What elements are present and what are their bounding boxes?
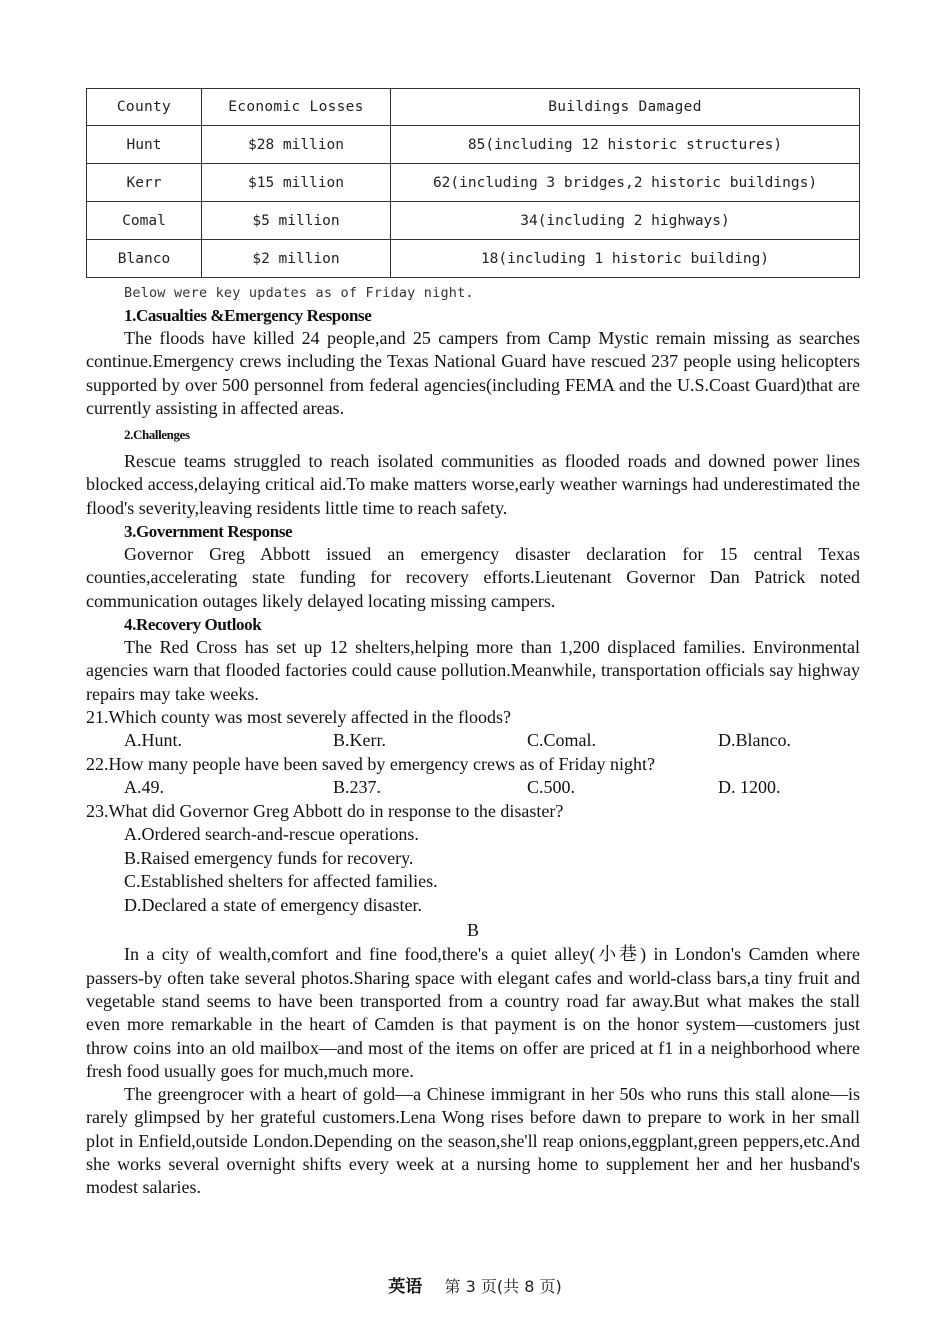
section-heading: 4.Recovery Outlook (124, 614, 262, 634)
cell-county: Blanco (87, 240, 202, 278)
cell-buildings: 34(including 2 highways) (391, 202, 860, 240)
passage-paragraph: In a city of wealth,comfort and fine food,there's a quiet alley(小巷) in London's Camden where passers-by often take several photos.Sharing space with elegant cafes and world-class bars,a tiny fruit and vegetable stand seems to have been transported from a country road far away.But what makes the stall even more remarkable in the heart of Camden is that payment is on the honor system—customers just throw coins into an old mailbox—and most of the items on offer are priced at f1 in a neighborhood where fresh food usually goes for much,much more. (86, 944, 860, 1081)
cell-losses: $5 million (202, 202, 391, 240)
option-b: B.Kerr. (333, 730, 386, 751)
question-stem: 21.Which county was most severely affected in the floods? (86, 706, 512, 727)
section-body: The Red Cross has set up 12 shelters,helping more than 1,200 displaced families. Environmental agencies warn that flooded factories could cause pollution.Meanwhile, transportation officials say highway repairs may take weeks. (86, 636, 860, 704)
questions (86, 706, 860, 918)
option-c: C.Comal. (527, 730, 597, 751)
flood-losses-table (86, 88, 860, 278)
intro-note: Below were key updates as of Friday night. (124, 285, 474, 301)
option-b: B.Raised emergency funds for recovery. (124, 847, 414, 868)
cell-losses: $15 million (202, 164, 391, 202)
option-d: D.Blanco. (718, 730, 791, 751)
exam-page (86, 88, 860, 1200)
table-row (87, 164, 860, 202)
cell-county: Kerr (87, 164, 202, 202)
cell-buildings: 62(including 3 bridges,2 historic buildings) (391, 164, 860, 202)
cell-buildings: 18(including 1 historic building) (391, 240, 860, 278)
option-d: D.Declared a state of emergency disaster. (124, 894, 423, 915)
question-options (124, 776, 860, 800)
section-body: The floods have killed 24 people,and 25 campers from Camp Mystic remain missing as searches continue.Emergency crews including the Texas National Guard have rescued 237 people using helicopters supported by over 500 personnel from federal agencies(including FEMA and the U.S.Coast Guard)that are currently assisting in affected areas. (86, 328, 860, 418)
section-heading: 1.Casualties &Emergency Response (124, 306, 372, 325)
cell-losses: $28 million (202, 126, 391, 164)
table-row (87, 202, 860, 240)
passage-a (86, 304, 860, 706)
table-header-row (87, 89, 860, 126)
passage-paragraph: The greengrocer with a heart of gold—a Chinese immigrant in her 50s who runs this stall alone—is rarely glimpsed by her grateful customers.Lena Wong rises before dawn to prepare to work in her small plot in Enfield,outside London.Depending on the season,she'll reap onions,eggplant,green peppers,etc.And she works several overnight shifts every week at a nursing home to supplement her and her husband's modest salaries. (86, 1084, 860, 1198)
option-a: A.Hunt. (124, 730, 182, 751)
section-body: Rescue teams struggled to reach isolated communities as flooded roads and downed power lines blocked access,delaying critical aid.To make matters worse,early weather warnings had underestimated the flood's severity,leaving residents little time to reach safety. (86, 451, 860, 518)
cell-losses: $2 million (202, 240, 391, 278)
table-row (87, 126, 860, 164)
cell-county: Hunt (87, 126, 202, 164)
option-c: C.Established shelters for affected families. (124, 871, 438, 892)
option-a: A.49. (124, 777, 164, 798)
passage-b (86, 917, 860, 1199)
cell-buildings: 85(including 12 historic structures) (391, 126, 860, 164)
question-stem: 22.How many people have been saved by emergency crews as of Friday night? (86, 753, 655, 774)
section-heading: 2.Challenges (124, 427, 190, 443)
header-county: County (87, 89, 202, 126)
section-heading: 3.Government Response (124, 522, 293, 542)
option-d: D. 1200. (718, 777, 781, 798)
option-c: C.500. (527, 777, 576, 798)
header-buildings-damaged: Buildings Damaged (391, 89, 860, 126)
page-footer (0, 1272, 950, 1297)
table-row (87, 240, 860, 278)
header-economic-losses: Economic Losses (202, 89, 391, 126)
question-stem: 23.What did Governor Greg Abbott do in response to the disaster? (86, 800, 564, 821)
page-number: 第 3 页(共 8 页) (444, 1277, 562, 1296)
section-body: Governor Greg Abbott issued an emergency disaster declaration for 15 central Texas counties,accelerating state funding for recovery efforts.Lieutenant Governor Dan Patrick noted communication outages likely delayed locating missing campers. (86, 544, 860, 611)
subject-label: 英语 (388, 1277, 423, 1297)
option-b: B.237. (333, 777, 382, 798)
passage-label: B (466, 920, 479, 941)
question-options (124, 729, 860, 753)
option-a: A.Ordered search-and-rescue operations. (124, 824, 419, 845)
cell-county: Comal (87, 202, 202, 240)
